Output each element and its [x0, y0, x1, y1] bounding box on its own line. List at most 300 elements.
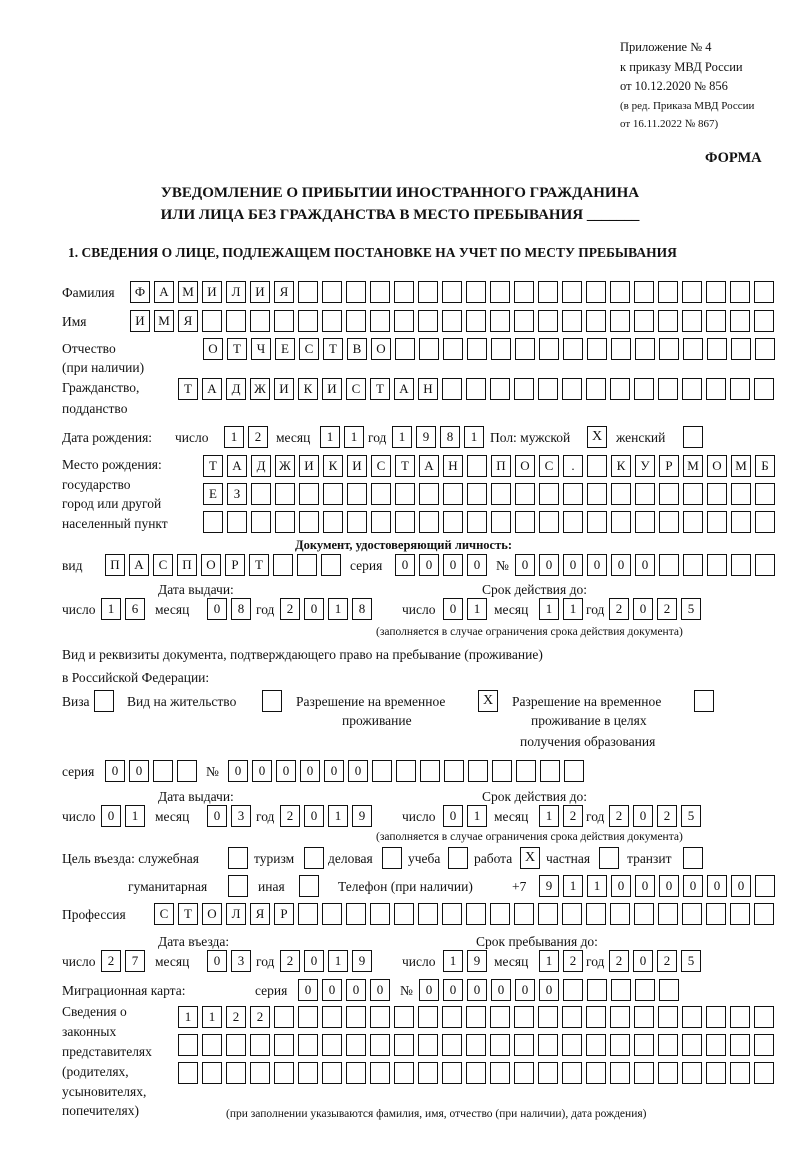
char-cell[interactable]: 9	[352, 950, 372, 972]
char-cell[interactable]	[538, 1062, 558, 1084]
citizenship-field[interactable]	[178, 378, 774, 400]
char-cell[interactable]	[394, 1062, 414, 1084]
representatives-row2[interactable]	[178, 1034, 774, 1056]
char-cell[interactable]	[298, 1062, 318, 1084]
char-cell[interactable]: 0	[443, 979, 463, 1001]
char-cell[interactable]	[274, 1062, 294, 1084]
char-cell[interactable]	[610, 378, 630, 400]
char-cell[interactable]	[468, 760, 488, 782]
char-cell[interactable]	[395, 483, 415, 505]
char-cell[interactable]	[514, 281, 534, 303]
char-cell[interactable]: Е	[275, 338, 295, 360]
surname-field[interactable]	[130, 281, 774, 303]
char-cell[interactable]	[610, 1062, 630, 1084]
char-cell[interactable]	[610, 903, 630, 925]
char-cell[interactable]	[682, 281, 702, 303]
char-cell[interactable]	[563, 338, 583, 360]
char-cell[interactable]	[346, 1034, 366, 1056]
char-cell[interactable]: 8	[231, 598, 251, 620]
char-cell[interactable]	[467, 511, 487, 533]
char-cell[interactable]	[562, 1006, 582, 1028]
char-cell[interactable]: 0	[419, 979, 439, 1001]
char-cell[interactable]	[658, 378, 678, 400]
char-cell[interactable]	[490, 1034, 510, 1056]
char-cell[interactable]: 1	[539, 950, 559, 972]
char-cell[interactable]: Т	[249, 554, 269, 576]
char-cell[interactable]: Т	[178, 378, 198, 400]
char-cell[interactable]: 1	[328, 805, 348, 827]
stay-issue-day-field[interactable]	[101, 805, 145, 827]
char-cell[interactable]: 0	[633, 950, 653, 972]
char-cell[interactable]: Ф	[130, 281, 150, 303]
char-cell[interactable]	[467, 338, 487, 360]
char-cell[interactable]: С	[346, 378, 366, 400]
char-cell[interactable]: 0	[346, 979, 366, 1001]
char-cell[interactable]	[442, 1062, 462, 1084]
stay-valid-year-field[interactable]	[609, 805, 701, 827]
char-cell[interactable]: П	[491, 455, 511, 477]
char-cell[interactable]	[178, 1062, 198, 1084]
representatives-row1[interactable]	[178, 1006, 774, 1028]
purpose-private-checkbox[interactable]	[599, 847, 619, 869]
char-cell[interactable]	[346, 281, 366, 303]
char-cell[interactable]: 0	[443, 805, 463, 827]
char-cell[interactable]	[755, 554, 775, 576]
char-cell[interactable]: 1	[563, 598, 583, 620]
char-cell[interactable]: Р	[274, 903, 294, 925]
char-cell[interactable]	[538, 903, 558, 925]
stay-valid-day-field[interactable]	[443, 805, 487, 827]
char-cell[interactable]	[418, 1006, 438, 1028]
char-cell[interactable]: Я	[178, 310, 198, 332]
char-cell[interactable]	[394, 281, 414, 303]
char-cell[interactable]	[707, 338, 727, 360]
char-cell[interactable]: 0	[635, 875, 655, 897]
char-cell[interactable]	[466, 1062, 486, 1084]
purpose-other-checkbox[interactable]	[299, 875, 319, 897]
char-cell[interactable]: 0	[467, 554, 487, 576]
char-cell[interactable]: 5	[681, 950, 701, 972]
char-cell[interactable]	[586, 1006, 606, 1028]
char-cell[interactable]: 0	[207, 950, 227, 972]
char-cell[interactable]: 0	[683, 875, 703, 897]
char-cell[interactable]	[322, 281, 342, 303]
char-cell[interactable]: 2	[657, 805, 677, 827]
edu-permit-checkbox[interactable]	[694, 690, 714, 712]
char-cell[interactable]: 0	[252, 760, 272, 782]
stay-valid-month-field[interactable]	[539, 805, 583, 827]
char-cell[interactable]: И	[250, 281, 270, 303]
char-cell[interactable]: 0	[467, 979, 487, 1001]
char-cell[interactable]	[275, 511, 295, 533]
char-cell[interactable]: 1	[320, 426, 340, 448]
char-cell[interactable]: И	[299, 455, 319, 477]
char-cell[interactable]: 0	[207, 805, 227, 827]
char-cell[interactable]	[562, 903, 582, 925]
char-cell[interactable]	[492, 760, 512, 782]
char-cell[interactable]	[467, 455, 487, 477]
char-cell[interactable]: С	[154, 903, 174, 925]
char-cell[interactable]	[755, 338, 775, 360]
char-cell[interactable]: 0	[515, 979, 535, 1001]
stay-number-field[interactable]	[228, 760, 584, 782]
char-cell[interactable]: М	[178, 281, 198, 303]
char-cell[interactable]	[634, 903, 654, 925]
id-valid-year-field[interactable]	[609, 598, 701, 620]
char-cell[interactable]	[730, 1062, 750, 1084]
char-cell[interactable]	[442, 1034, 462, 1056]
char-cell[interactable]	[658, 1062, 678, 1084]
char-cell[interactable]: 0	[304, 950, 324, 972]
char-cell[interactable]	[731, 554, 751, 576]
char-cell[interactable]	[731, 483, 751, 505]
char-cell[interactable]	[538, 1034, 558, 1056]
char-cell[interactable]	[420, 760, 440, 782]
char-cell[interactable]: 0	[105, 760, 125, 782]
char-cell[interactable]: А	[394, 378, 414, 400]
char-cell[interactable]: А	[202, 378, 222, 400]
char-cell[interactable]	[683, 554, 703, 576]
temp-permit-checkbox[interactable]: X	[478, 690, 498, 712]
birth-year-field[interactable]	[392, 426, 484, 448]
char-cell[interactable]: Я	[250, 903, 270, 925]
char-cell[interactable]: 1	[443, 950, 463, 972]
char-cell[interactable]	[706, 1062, 726, 1084]
char-cell[interactable]	[754, 378, 774, 400]
char-cell[interactable]	[682, 1062, 702, 1084]
char-cell[interactable]	[178, 1034, 198, 1056]
char-cell[interactable]	[394, 310, 414, 332]
char-cell[interactable]	[611, 338, 631, 360]
char-cell[interactable]: 0	[395, 554, 415, 576]
char-cell[interactable]: 0	[207, 598, 227, 620]
char-cell[interactable]	[730, 378, 750, 400]
char-cell[interactable]	[370, 281, 390, 303]
char-cell[interactable]: 0	[443, 598, 463, 620]
char-cell[interactable]: Д	[226, 378, 246, 400]
char-cell[interactable]	[586, 903, 606, 925]
char-cell[interactable]: У	[635, 455, 655, 477]
char-cell[interactable]	[299, 511, 319, 533]
char-cell[interactable]	[442, 903, 462, 925]
char-cell[interactable]: Р	[659, 455, 679, 477]
char-cell[interactable]	[273, 554, 293, 576]
char-cell[interactable]	[707, 554, 727, 576]
char-cell[interactable]	[564, 760, 584, 782]
char-cell[interactable]: Н	[443, 455, 463, 477]
char-cell[interactable]	[418, 1062, 438, 1084]
char-cell[interactable]: 0	[633, 805, 653, 827]
char-cell[interactable]	[730, 903, 750, 925]
char-cell[interactable]	[706, 378, 726, 400]
char-cell[interactable]: 0	[324, 760, 344, 782]
id-issue-year-field[interactable]	[280, 598, 372, 620]
char-cell[interactable]	[706, 1006, 726, 1028]
char-cell[interactable]: С	[371, 455, 391, 477]
char-cell[interactable]	[394, 1006, 414, 1028]
char-cell[interactable]: 2	[226, 1006, 246, 1028]
id-valid-day-field[interactable]	[443, 598, 487, 620]
char-cell[interactable]	[538, 310, 558, 332]
char-cell[interactable]: 0	[707, 875, 727, 897]
char-cell[interactable]	[563, 511, 583, 533]
char-cell[interactable]	[634, 310, 654, 332]
char-cell[interactable]	[299, 483, 319, 505]
char-cell[interactable]	[251, 483, 271, 505]
char-cell[interactable]	[297, 554, 317, 576]
char-cell[interactable]: 0	[539, 554, 559, 576]
char-cell[interactable]	[298, 281, 318, 303]
char-cell[interactable]	[395, 338, 415, 360]
stay-series-field[interactable]	[105, 760, 197, 782]
char-cell[interactable]	[682, 1034, 702, 1056]
char-cell[interactable]	[274, 1034, 294, 1056]
char-cell[interactable]: С	[153, 554, 173, 576]
char-cell[interactable]: Р	[225, 554, 245, 576]
char-cell[interactable]	[754, 903, 774, 925]
char-cell[interactable]: 0	[348, 760, 368, 782]
id-series-field[interactable]	[395, 554, 487, 576]
char-cell[interactable]	[153, 760, 173, 782]
char-cell[interactable]	[540, 760, 560, 782]
char-cell[interactable]	[538, 1006, 558, 1028]
char-cell[interactable]: К	[298, 378, 318, 400]
char-cell[interactable]	[466, 903, 486, 925]
char-cell[interactable]: З	[227, 483, 247, 505]
char-cell[interactable]	[322, 903, 342, 925]
char-cell[interactable]: 9	[467, 950, 487, 972]
stay-until-month-field[interactable]	[539, 950, 583, 972]
char-cell[interactable]: 0	[443, 554, 463, 576]
phone-field[interactable]	[539, 875, 775, 897]
char-cell[interactable]: 0	[635, 554, 655, 576]
char-cell[interactable]: П	[105, 554, 125, 576]
purpose-work-checkbox[interactable]: X	[520, 847, 540, 869]
char-cell[interactable]	[731, 511, 751, 533]
char-cell[interactable]	[419, 511, 439, 533]
char-cell[interactable]: 1	[328, 598, 348, 620]
name-field[interactable]	[130, 310, 774, 332]
char-cell[interactable]: 2	[280, 950, 300, 972]
char-cell[interactable]	[466, 310, 486, 332]
char-cell[interactable]	[490, 281, 510, 303]
char-cell[interactable]	[586, 281, 606, 303]
char-cell[interactable]: 2	[657, 598, 677, 620]
stay-until-day-field[interactable]	[443, 950, 487, 972]
char-cell[interactable]: 1	[467, 805, 487, 827]
char-cell[interactable]	[442, 378, 462, 400]
char-cell[interactable]	[323, 511, 343, 533]
char-cell[interactable]	[634, 1034, 654, 1056]
char-cell[interactable]: 0	[611, 875, 631, 897]
char-cell[interactable]	[539, 483, 559, 505]
char-cell[interactable]	[514, 903, 534, 925]
char-cell[interactable]: .	[563, 455, 583, 477]
char-cell[interactable]: Т	[323, 338, 343, 360]
birth-place-row1[interactable]	[203, 455, 775, 477]
char-cell[interactable]	[539, 511, 559, 533]
char-cell[interactable]: 1	[539, 805, 559, 827]
char-cell[interactable]: 2	[609, 950, 629, 972]
char-cell[interactable]	[442, 281, 462, 303]
patronymic-field[interactable]	[203, 338, 775, 360]
char-cell[interactable]	[635, 979, 655, 1001]
char-cell[interactable]	[516, 760, 536, 782]
char-cell[interactable]: 1	[587, 875, 607, 897]
char-cell[interactable]: Д	[251, 455, 271, 477]
char-cell[interactable]	[634, 1006, 654, 1028]
char-cell[interactable]: М	[731, 455, 751, 477]
char-cell[interactable]	[659, 483, 679, 505]
entry-year-field[interactable]	[280, 950, 372, 972]
char-cell[interactable]	[611, 979, 631, 1001]
char-cell[interactable]: 0	[539, 979, 559, 1001]
char-cell[interactable]: 7	[125, 950, 145, 972]
char-cell[interactable]	[658, 903, 678, 925]
char-cell[interactable]: 2	[609, 805, 629, 827]
char-cell[interactable]	[443, 511, 463, 533]
char-cell[interactable]: Т	[370, 378, 390, 400]
char-cell[interactable]	[562, 281, 582, 303]
char-cell[interactable]: М	[683, 455, 703, 477]
char-cell[interactable]	[731, 338, 751, 360]
visa-checkbox[interactable]	[94, 690, 114, 712]
char-cell[interactable]	[658, 1034, 678, 1056]
char-cell[interactable]: 0	[731, 875, 751, 897]
char-cell[interactable]	[658, 1006, 678, 1028]
char-cell[interactable]: 3	[231, 805, 251, 827]
sex-female-checkbox[interactable]	[683, 426, 703, 448]
char-cell[interactable]: 0	[300, 760, 320, 782]
char-cell[interactable]	[635, 483, 655, 505]
char-cell[interactable]: 1	[125, 805, 145, 827]
char-cell[interactable]: 1	[392, 426, 412, 448]
char-cell[interactable]: О	[371, 338, 391, 360]
char-cell[interactable]: 2	[248, 426, 268, 448]
char-cell[interactable]: 1	[328, 950, 348, 972]
char-cell[interactable]: Т	[178, 903, 198, 925]
char-cell[interactable]	[563, 483, 583, 505]
char-cell[interactable]	[683, 511, 703, 533]
char-cell[interactable]	[298, 310, 318, 332]
char-cell[interactable]	[587, 511, 607, 533]
char-cell[interactable]: Я	[274, 281, 294, 303]
char-cell[interactable]: Ж	[250, 378, 270, 400]
char-cell[interactable]: 0	[515, 554, 535, 576]
char-cell[interactable]	[466, 378, 486, 400]
char-cell[interactable]	[755, 511, 775, 533]
char-cell[interactable]	[418, 281, 438, 303]
char-cell[interactable]: 9	[416, 426, 436, 448]
char-cell[interactable]	[514, 1034, 534, 1056]
char-cell[interactable]	[347, 483, 367, 505]
char-cell[interactable]	[611, 511, 631, 533]
char-cell[interactable]	[443, 483, 463, 505]
char-cell[interactable]	[514, 310, 534, 332]
char-cell[interactable]	[394, 1034, 414, 1056]
char-cell[interactable]	[203, 511, 223, 533]
char-cell[interactable]: 9	[539, 875, 559, 897]
char-cell[interactable]: 0	[633, 598, 653, 620]
char-cell[interactable]	[322, 1034, 342, 1056]
char-cell[interactable]	[730, 1034, 750, 1056]
char-cell[interactable]: 2	[250, 1006, 270, 1028]
char-cell[interactable]: 2	[609, 598, 629, 620]
stay-until-year-field[interactable]	[609, 950, 701, 972]
stay-issue-month-field[interactable]	[207, 805, 251, 827]
char-cell[interactable]	[298, 1034, 318, 1056]
char-cell[interactable]	[419, 338, 439, 360]
char-cell[interactable]: 2	[563, 950, 583, 972]
char-cell[interactable]	[347, 511, 367, 533]
char-cell[interactable]	[346, 1062, 366, 1084]
char-cell[interactable]: О	[707, 455, 727, 477]
char-cell[interactable]: Т	[395, 455, 415, 477]
char-cell[interactable]	[226, 1034, 246, 1056]
char-cell[interactable]	[683, 483, 703, 505]
char-cell[interactable]	[371, 511, 391, 533]
char-cell[interactable]: 0	[419, 554, 439, 576]
char-cell[interactable]	[202, 1034, 222, 1056]
id-valid-month-field[interactable]	[539, 598, 583, 620]
char-cell[interactable]	[250, 1062, 270, 1084]
char-cell[interactable]	[682, 378, 702, 400]
residence-checkbox[interactable]	[262, 690, 282, 712]
char-cell[interactable]: О	[203, 338, 223, 360]
char-cell[interactable]	[538, 281, 558, 303]
char-cell[interactable]	[490, 378, 510, 400]
char-cell[interactable]	[251, 511, 271, 533]
purpose-study-checkbox[interactable]	[448, 847, 468, 869]
char-cell[interactable]	[298, 903, 318, 925]
char-cell[interactable]	[634, 1062, 654, 1084]
char-cell[interactable]: К	[323, 455, 343, 477]
migration-series-field[interactable]	[298, 979, 390, 1001]
purpose-business-checkbox[interactable]	[382, 847, 402, 869]
char-cell[interactable]	[610, 281, 630, 303]
char-cell[interactable]: 8	[352, 598, 372, 620]
char-cell[interactable]	[754, 310, 774, 332]
char-cell[interactable]: О	[202, 903, 222, 925]
char-cell[interactable]	[754, 281, 774, 303]
char-cell[interactable]	[562, 1034, 582, 1056]
char-cell[interactable]: Е	[203, 483, 223, 505]
char-cell[interactable]	[371, 483, 391, 505]
char-cell[interactable]	[419, 483, 439, 505]
id-number-field[interactable]	[515, 554, 775, 576]
char-cell[interactable]: Б	[755, 455, 775, 477]
birth-day-field[interactable]	[224, 426, 268, 448]
char-cell[interactable]	[659, 338, 679, 360]
char-cell[interactable]: 1	[467, 598, 487, 620]
char-cell[interactable]: Ч	[251, 338, 271, 360]
char-cell[interactable]	[515, 338, 535, 360]
char-cell[interactable]: И	[322, 378, 342, 400]
char-cell[interactable]	[683, 338, 703, 360]
char-cell[interactable]	[514, 1062, 534, 1084]
char-cell[interactable]	[706, 281, 726, 303]
char-cell[interactable]	[635, 338, 655, 360]
char-cell[interactable]	[322, 1006, 342, 1028]
char-cell[interactable]	[418, 903, 438, 925]
char-cell[interactable]: 0	[491, 979, 511, 1001]
char-cell[interactable]	[659, 554, 679, 576]
char-cell[interactable]	[321, 554, 341, 576]
migration-number-field[interactable]	[419, 979, 679, 1001]
birth-month-field[interactable]	[320, 426, 364, 448]
char-cell[interactable]	[370, 1034, 390, 1056]
char-cell[interactable]	[587, 455, 607, 477]
